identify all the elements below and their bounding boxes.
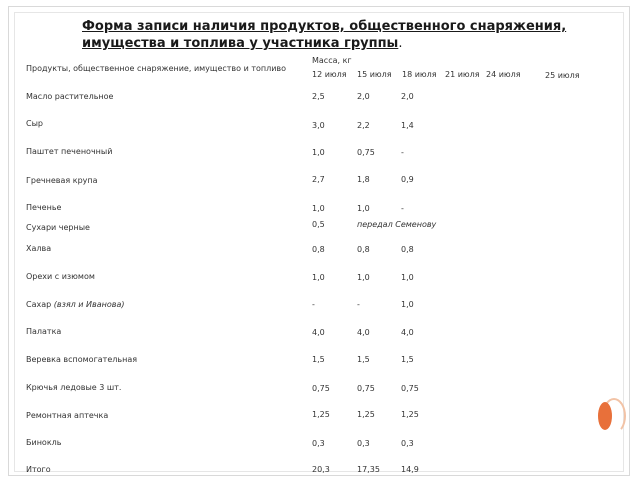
- row-item-label: Бинокль: [26, 438, 62, 447]
- row-item-name: [26, 438, 61, 447]
- mass-value-cell: 0,5: [312, 220, 325, 229]
- row-item-label: Гречневая крупа: [26, 176, 98, 185]
- items-column-header: Продукты, общественное снаряжение, имущество и топливо: [26, 64, 287, 73]
- mass-value-cell: 1,5: [312, 355, 325, 364]
- mass-value-cell: 0,3: [357, 439, 370, 448]
- row-item-label: Масло растительное: [26, 92, 114, 101]
- mass-unit-header: Масса, кг: [312, 56, 352, 65]
- mass-value-cell: -: [401, 148, 404, 157]
- row-item-name: [26, 92, 113, 101]
- row-item-name: [26, 203, 61, 212]
- row-item-label: Сухари черные: [26, 223, 90, 232]
- row-item-name: [26, 300, 125, 309]
- row-item-label: Палатка: [26, 327, 62, 336]
- mass-value-cell: 14,9: [401, 465, 419, 474]
- date-header: 15 июля: [357, 70, 392, 79]
- title-line-2: имущества и топлива у участника группы: [82, 36, 399, 51]
- mass-value-cell: 1,0: [312, 273, 325, 282]
- mass-value-cell: 1,4: [401, 121, 414, 130]
- row-item-label: Итого: [26, 465, 51, 474]
- row-item-label: Сахар: [26, 300, 52, 309]
- mass-value-cell: 0,3: [312, 439, 325, 448]
- mass-value-cell: 2,0: [401, 92, 414, 101]
- mass-value-cell: 1,5: [357, 355, 370, 364]
- mass-value-cell: 4,0: [357, 328, 370, 337]
- row-item-label: Крючья ледовые 3 шт.: [26, 383, 122, 392]
- mass-value-cell: 0,75: [312, 384, 330, 393]
- mass-value-cell: 0,75: [357, 384, 375, 393]
- date-header: 25 июля: [545, 71, 580, 80]
- row-item-label: Орехи с изюмом: [26, 272, 95, 281]
- mass-value-cell: 2,0: [357, 92, 370, 101]
- mass-value-cell: 20,3: [312, 465, 330, 474]
- mass-value-cell: -: [312, 300, 315, 309]
- mass-value-cell: -: [401, 204, 404, 213]
- title-line-1: Форма записи наличия продуктов, общественного снаряжения,: [82, 19, 567, 34]
- mass-value-cell: 0,9: [401, 175, 414, 184]
- row-item-name: [26, 147, 112, 156]
- row-item-label: Сыр: [26, 119, 43, 128]
- date-header: 21 июля: [445, 70, 480, 79]
- row-item-name: [26, 176, 98, 185]
- mass-value-cell: 3,0: [312, 121, 325, 130]
- mass-value-cell: 1,25: [357, 410, 375, 419]
- mass-value-cell: 0,8: [312, 245, 325, 254]
- page-title: [82, 18, 582, 52]
- title-period: .: [398, 36, 403, 51]
- mass-value-cell: 1,8: [357, 175, 370, 184]
- mass-value-cell: 0,8: [401, 245, 414, 254]
- row-item-note: (взял и Иванова): [53, 300, 125, 309]
- mass-value-cell: 0,3: [401, 439, 414, 448]
- mass-value-cell: 1,0: [357, 204, 370, 213]
- row-item-name: [26, 272, 95, 281]
- row-item-name: [26, 383, 121, 392]
- mass-value-cell: 1,0: [357, 273, 370, 282]
- row-item-label: Ремонтная аптечка: [26, 411, 109, 420]
- row-item-name: [26, 327, 61, 336]
- date-header: 18 июля: [402, 70, 437, 79]
- mass-value-cell: 1,0: [401, 273, 414, 282]
- mass-value-cell: 4,0: [312, 328, 325, 337]
- row-item-label: Печенье: [26, 203, 62, 212]
- mass-value-cell: 2,7: [312, 175, 325, 184]
- row-item-name: [26, 244, 51, 253]
- mass-value-cell: 1,0: [401, 300, 414, 309]
- mass-value-cell: 1,0: [312, 204, 325, 213]
- mass-value-cell: 17,35: [357, 465, 380, 474]
- mass-value-cell: 0,75: [357, 148, 375, 157]
- row-item-name: [26, 355, 137, 364]
- row-item-name: [26, 223, 90, 232]
- decorative-circle: [598, 402, 612, 430]
- row-item-label: Веревка вспомогательная: [26, 355, 138, 364]
- row-item-name: [26, 465, 51, 474]
- mass-value-cell: 1,0: [312, 148, 325, 157]
- date-header: 12 июля: [312, 70, 347, 79]
- mass-value-cell: передал Семенову: [357, 220, 437, 229]
- mass-value-cell: 2,2: [357, 121, 370, 130]
- mass-value-cell: 0,8: [357, 245, 370, 254]
- row-item-label: Паштет печеночный: [26, 147, 113, 156]
- mass-value-cell: 4,0: [401, 328, 414, 337]
- mass-value-cell: 0,75: [401, 384, 419, 393]
- mass-value-cell: 1,25: [312, 410, 330, 419]
- mass-value-cell: -: [357, 300, 360, 309]
- row-item-name: [26, 411, 108, 420]
- mass-value-cell: 1,5: [401, 355, 414, 364]
- row-item-label: Халва: [26, 244, 52, 253]
- slide-frame-inner: [14, 12, 624, 472]
- row-item-name: [26, 119, 43, 128]
- mass-value-cell: 1,25: [401, 410, 419, 419]
- date-header: 24 июля: [486, 70, 521, 79]
- mass-value-cell: 2,5: [312, 92, 325, 101]
